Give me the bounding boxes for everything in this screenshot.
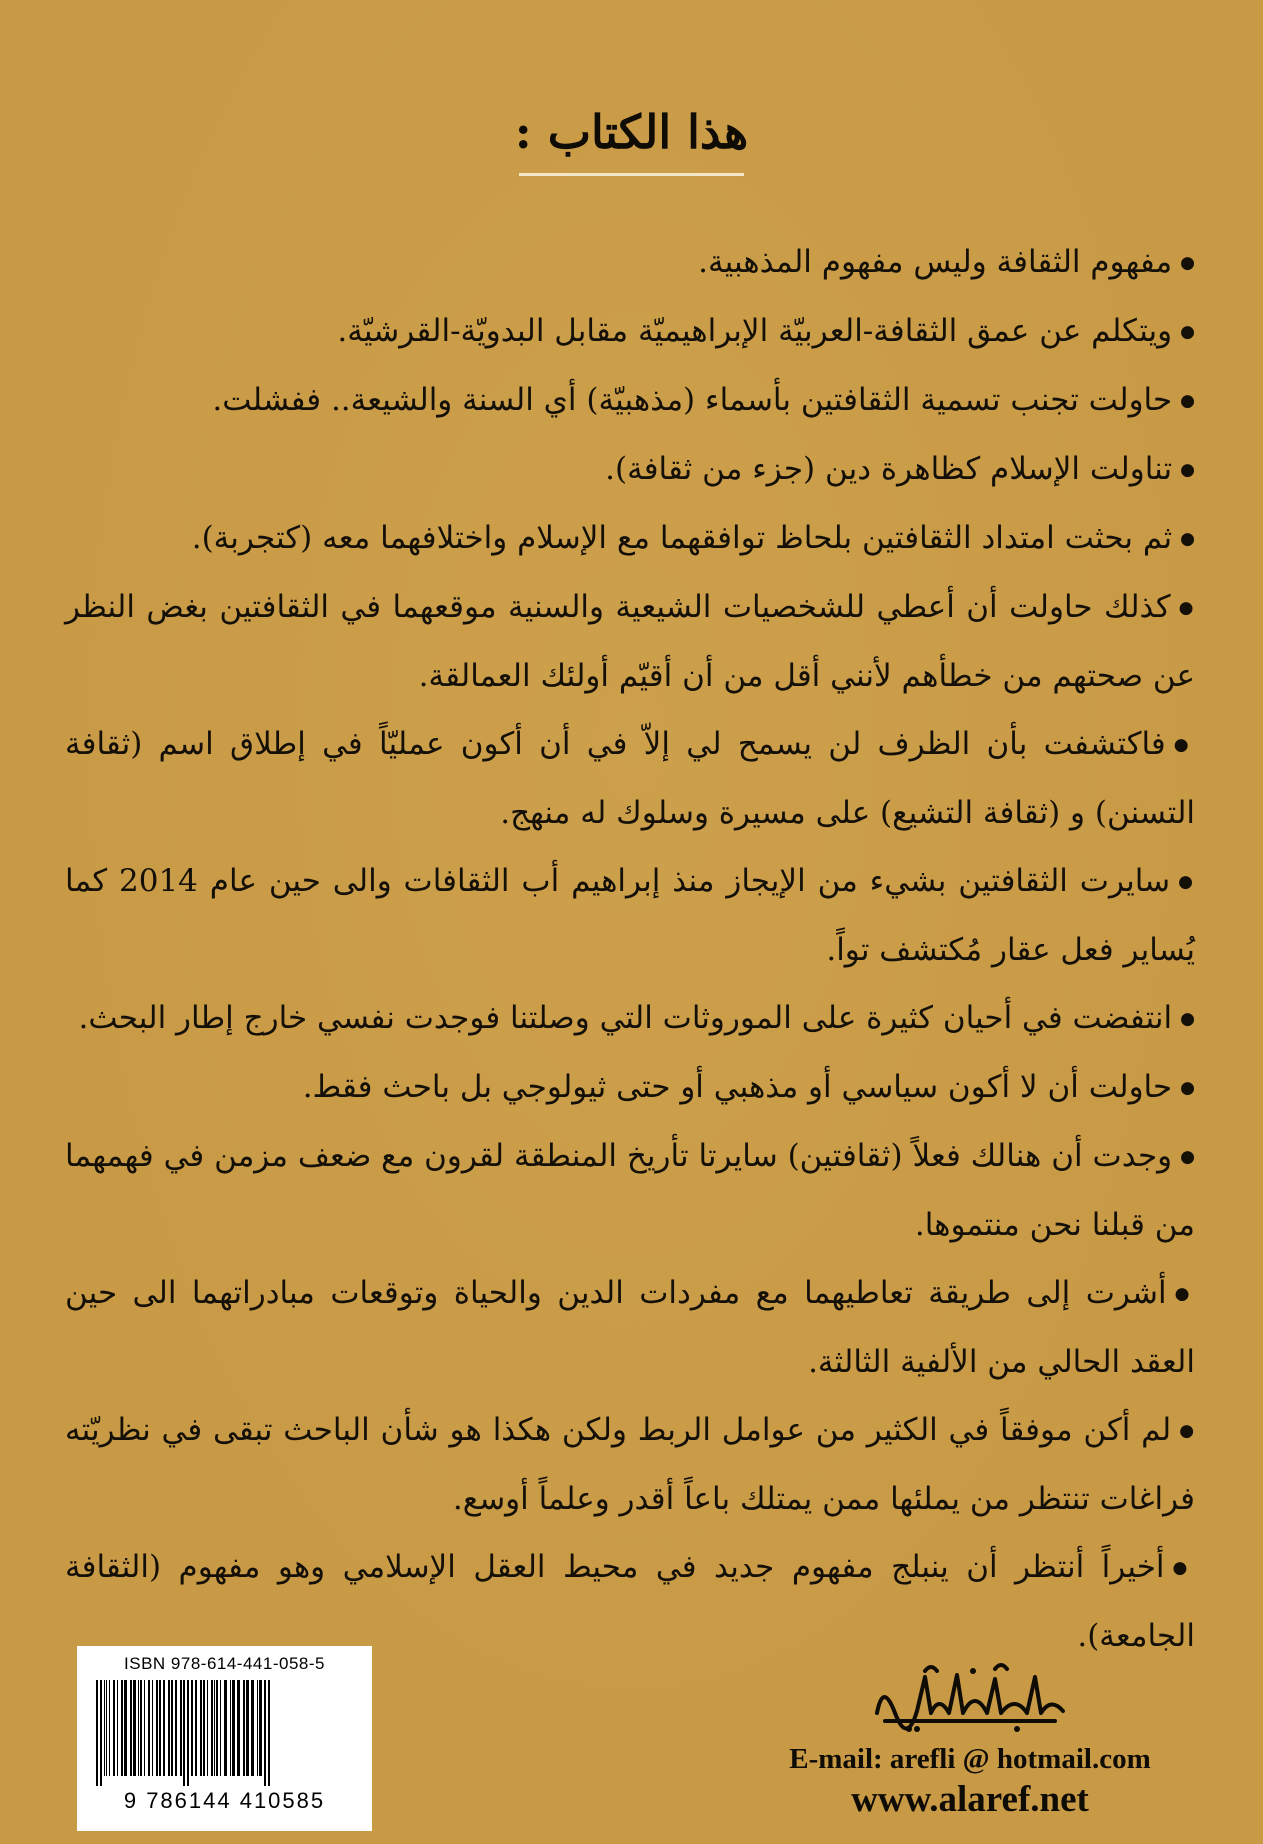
barcode-bar xyxy=(130,1680,132,1776)
barcode-bar xyxy=(106,1680,107,1776)
barcode-bar xyxy=(121,1680,123,1776)
barcode-bar xyxy=(163,1680,165,1776)
barcode-bar xyxy=(168,1680,170,1776)
barcode-bar xyxy=(159,1680,161,1776)
barcode-bar xyxy=(246,1680,249,1776)
list-item: ● لم أكن موفقاً في الكثير من عوامل الربط ولكن هكذا هو شأن الباحث تبقى في نظريّته فراغات تنتظر من يملئها ممن يمتلك باعاً أقدر وعلماً أوسع. xyxy=(65,1396,1195,1533)
barcode-bar xyxy=(133,1680,136,1776)
list-item: ● حاولت تجنب تسمية الثقافتين بأسماء (مذهبيّة) أي السنة والشيعة.. ففشلت. xyxy=(65,366,1195,435)
isbn-barcode xyxy=(77,1646,372,1831)
barcode-bar xyxy=(264,1680,266,1786)
barcode-bar xyxy=(243,1680,245,1776)
barcode-bar xyxy=(109,1680,110,1776)
barcode-bar xyxy=(214,1680,215,1776)
list-item: ● ثم بحثت امتداد الثقافتين بلحاظ توافقهما مع الإسلام واختلافهما معه (كتجربة). xyxy=(65,504,1195,573)
barcode-bar xyxy=(232,1680,235,1776)
barcode-bar xyxy=(113,1680,115,1776)
barcode-bar xyxy=(257,1680,258,1776)
barcode-bar xyxy=(195,1680,197,1776)
barcode-bar xyxy=(96,1680,98,1786)
barcode-bar xyxy=(187,1680,189,1786)
barcode-bar xyxy=(180,1680,182,1776)
barcode-bar xyxy=(104,1680,105,1776)
barcode-bar xyxy=(156,1680,158,1776)
barcode-bar xyxy=(140,1680,142,1776)
title-underline xyxy=(519,173,744,176)
list-item: ● سايرت الثقافتين بشيء من الإيجاز منذ إبراهيم أب الثقافات والى حين عام 2014 كما يُساير فعل عقار مُكتشف تواً. xyxy=(65,847,1195,984)
heading-block xyxy=(0,105,1263,176)
list-item: ● انتفضت في أحيان كثيرة على الموروثات التي وصلتنا فوجدت نفسي خارج إطار البحث. xyxy=(65,984,1195,1053)
publisher-block xyxy=(760,1655,1180,1821)
list-item: ● ويتكلم عن عمق الثقافة-العربيّة الإبراهيميّة مقابل البدويّة-القرشيّة. xyxy=(65,297,1195,366)
barcode-bar xyxy=(191,1680,193,1776)
list-item: ● فاكتشفت بأن الظرف لن يسمح لي إلاّ في أن أكون عمليّاً في إطلاق اسم (ثقافة التسنن) و (ثقافة التشيع) على مسيرة وسلوك له منهج. xyxy=(65,710,1195,847)
barcode-bar xyxy=(171,1680,173,1776)
list-item: ● أشرت إلى طريقة تعاطيهما مع مفردات الدين والحياة وتوقعات مبادراتهما الى حين العقد الحالي من الألفية الثالثة. xyxy=(65,1259,1195,1396)
list-item: ● حاولت أن لا أكون سياسي أو مذهبي أو حتى ثيولوجي بل باحث فقط. xyxy=(65,1053,1195,1122)
barcode-bar xyxy=(207,1680,208,1776)
barcode-bar xyxy=(144,1680,145,1776)
barcode-bar xyxy=(100,1680,102,1786)
publisher-email: E-mail: arefli @ hotmail.com xyxy=(789,1743,1151,1775)
bullet-list xyxy=(65,228,1195,1670)
barcode-bar xyxy=(117,1680,118,1776)
list-item: ● وجدت أن هنالك فعلاً (ثقافتين) سايرتا تأريخ المنطقة لقرون مع ضعف مزمن في فهمهما من قبلنا نحن منتموها. xyxy=(65,1122,1195,1259)
barcode-bar xyxy=(138,1680,139,1776)
barcode-bar xyxy=(211,1680,213,1776)
barcode-icon xyxy=(90,1680,360,1786)
barcode-bar xyxy=(200,1680,202,1776)
barcode-bar xyxy=(259,1680,262,1776)
isbn-digits: 9 786144 410585 xyxy=(123,1788,326,1813)
barcode-bar xyxy=(220,1680,221,1776)
barcode-bar xyxy=(152,1680,153,1776)
barcode-bar xyxy=(175,1680,177,1776)
list-item: ● أخيراً أنتظر أن ينبلج مفهوم جديد في محيط العقل الإسلامي وهو مفهوم (الثقافة الجامعة). xyxy=(65,1533,1195,1670)
publisher-logo xyxy=(865,1655,1075,1739)
barcode-bar xyxy=(124,1680,127,1776)
barcode-bar xyxy=(230,1680,231,1776)
barcode-bar xyxy=(148,1680,150,1776)
barcode-bar xyxy=(224,1680,227,1776)
publisher-website: www.alaref.net xyxy=(851,1779,1089,1820)
barcode-bar xyxy=(203,1680,205,1776)
list-item: ● تناولت الإسلام كظاهرة دين (جزء من ثقافة). xyxy=(65,435,1195,504)
barcode-bar xyxy=(268,1680,270,1786)
barcode-bar xyxy=(183,1680,185,1786)
page-title: هذا الكتاب : xyxy=(514,105,749,159)
barcode-bar xyxy=(216,1680,218,1776)
list-item: ● كذلك حاولت أن أعطي للشخصيات الشيعية والسنية موقعهما في الثقافتين بغض النظر عن صحتهم من خطأهم لأنني أقل من أن أقيّم أولئك العمالقة. xyxy=(65,573,1195,710)
list-item: ● مفهوم الثقافة وليس مفهوم المذهبية. xyxy=(65,228,1195,297)
barcode-bar xyxy=(251,1680,254,1776)
barcode-bar xyxy=(237,1680,240,1776)
isbn-label: ISBN 978-614-441-058-5 xyxy=(124,1654,325,1673)
